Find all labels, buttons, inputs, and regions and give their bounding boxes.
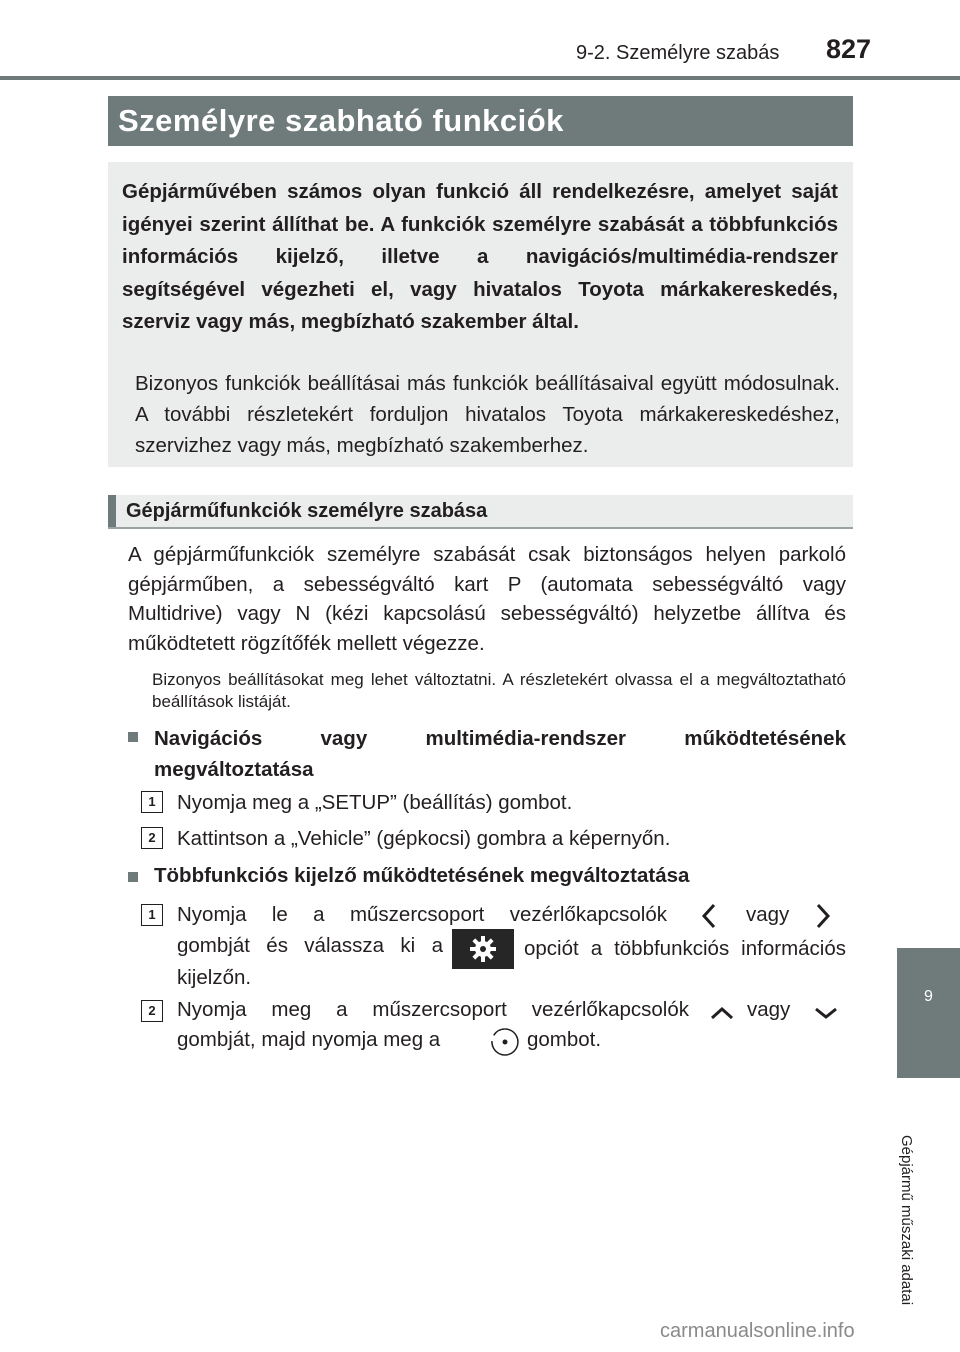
chapter-number: 9 xyxy=(924,988,933,1005)
step-text: gombját, majd nyomja meg a xyxy=(177,1028,441,1051)
chapter-side-label-wrapper xyxy=(898,1135,931,1306)
page-number: 827 xyxy=(826,34,872,64)
intro-bold-text: Gépjárművében számos olyan funkció áll rendelkezésre, amelyet saját igényei szerint állíthat be. A funkciók személyre szabását a többfunkciós információs kijelző, illetve a navigációs/multimédia-rendszer segítségével végezheti el, vagy hivatalos Toyota márkakereskedés, szerviz vagy más, megbízható szakember által. xyxy=(122,180,838,334)
body-paragraph: A gépjárműfunkciók személyre szabását csak biztonságos helyen parkoló gépjárműben, a sebességváltó kart P (automata sebességváltó vagy Multidrive) vagy N (kézi kapcsolású sebességváltó) helyzetbe állítva és működtetett rögzítőfék mellett végezze. xyxy=(128,543,846,655)
step-text: Nyomja le a műszercsoport vezérlőkapcsolók xyxy=(177,903,667,926)
nav-section-heading: Navigációs vagy multimédia-rendszer működtetésének megváltoztatása xyxy=(154,727,846,781)
step-text: gombot. xyxy=(527,1028,602,1051)
section-title: 9-2. Személyre szabás xyxy=(576,42,780,64)
multi-section-heading: Többfunkciós kijelző működtetésének megváltoztatása xyxy=(154,864,690,887)
step-text: Nyomja meg a „SETUP” (beállítás) gombot. xyxy=(177,791,573,814)
step-or-text: vagy xyxy=(747,998,791,1021)
step-number-box: 1 xyxy=(141,791,163,813)
intro-box xyxy=(108,162,853,467)
chapter-side-tab xyxy=(897,948,960,1078)
step-or-text: vagy xyxy=(746,903,790,926)
chevron-up-icon xyxy=(708,1005,736,1021)
subheading-marker xyxy=(108,495,116,527)
small-note: Bizonyos beállításokat meg lehet változtatni. A részletekért olvassa el a megváltoztatható beállítások listáját. xyxy=(152,670,846,711)
subheading-bar xyxy=(108,495,853,529)
step-text: gombját és válassza ki a xyxy=(177,934,443,957)
step-text: opciót a többfunkciós információs kijelzőn. xyxy=(177,937,846,989)
step-number-box: 2 xyxy=(141,1000,163,1022)
chevron-right-icon xyxy=(814,903,832,929)
bullet-square-icon xyxy=(128,732,138,742)
header-rule xyxy=(0,76,960,80)
chevron-left-icon xyxy=(700,903,718,929)
chevron-down-icon xyxy=(812,1005,840,1021)
enter-dot-icon xyxy=(489,1026,521,1058)
intro-note-text: Bizonyos funkciók beállításai más funkciók beállításaival együtt módosulnak. A további részletekért forduljon hivatalos Toyota márkakereskedéshez, szervizhez vagy más, megbízható szakemberhez. xyxy=(135,372,840,457)
subheading-text: Gépjárműfunkciók személyre szabása xyxy=(126,500,488,522)
bullet-square-icon xyxy=(128,872,138,882)
watermark: carmanualsonline.info xyxy=(660,1320,855,1342)
chapter-side-label: Gépjármű műszaki adatai xyxy=(898,1135,915,1306)
step-number-box: 1 xyxy=(141,904,163,926)
step-number-box: 2 xyxy=(141,827,163,849)
step-text: Kattintson a „Vehicle” (gépkocsi) gombra a képernyőn. xyxy=(177,827,671,850)
chapter-title: Személyre szabható funkciók xyxy=(118,103,564,138)
step-text: Nyomja meg a műszercsoport vezérlőkapcsolók xyxy=(177,998,689,1021)
chapter-title-bar xyxy=(108,96,853,146)
